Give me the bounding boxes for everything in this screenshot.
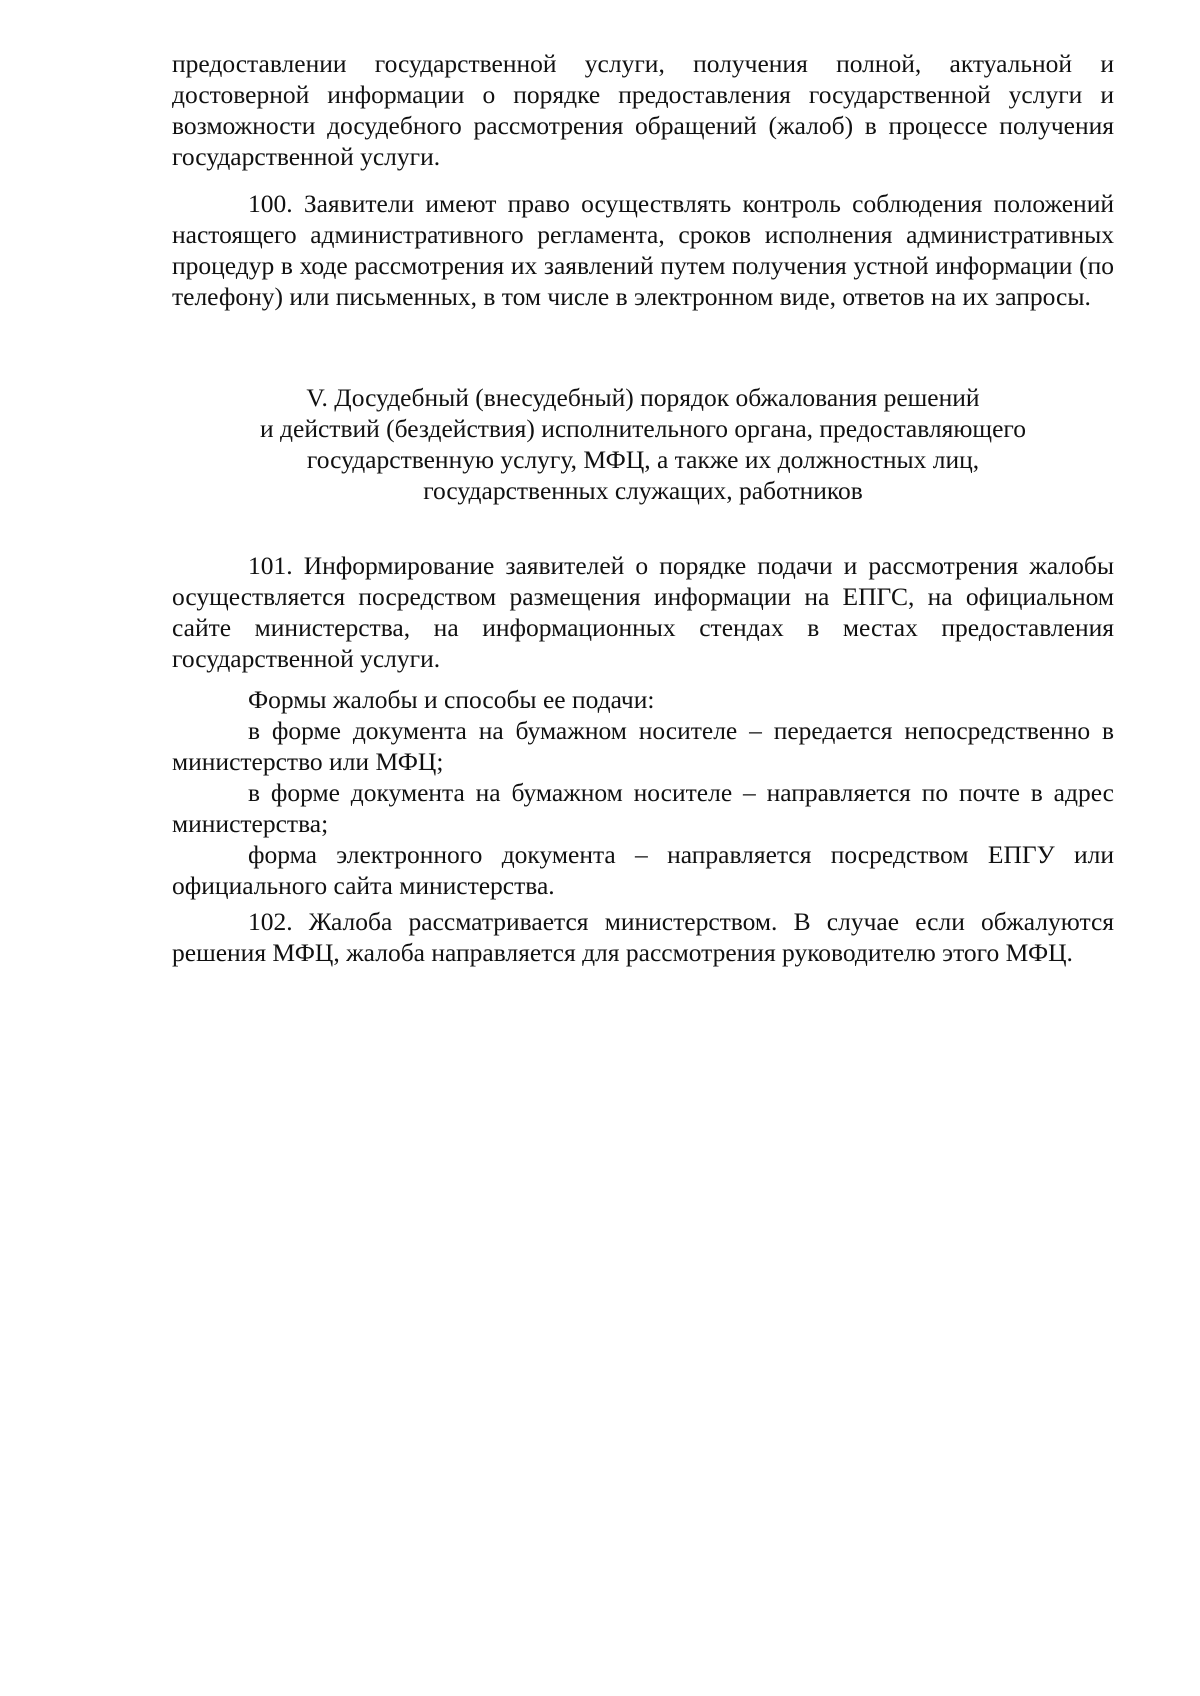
section-heading-line: V. Досудебный (внесудебный) порядок обжалования решений [306, 383, 980, 412]
paragraph-100: 100. Заявители имеют право осуществлять контроль соблюдения положений настоящего административного регламента, сроков исполнения административных процедур в ходе рассмотрения их заявлений путем получения устной информации (по телефону) или письменных, в том числе в электронном виде, ответов на их запросы. [172, 189, 1114, 311]
paragraph-102: 102. Жалоба рассматривается министерством. В случае если обжалуются решения МФЦ, жалоба направляется для рассмотрения руководителю этого МФЦ. [172, 907, 1114, 967]
paragraph-continuation: предоставлении государственной услуги, получения полной, актуальной и достоверной информации о порядке предоставления государственной услуги и возможности досудебного рассмотрения обращений (жалоб) в процессе получения государственной услуги. [172, 49, 1114, 171]
forms-intro: Формы жалобы и способы ее подачи: [248, 685, 655, 714]
complaint-forms-list [172, 684, 1114, 901]
paragraph-101: 101. Информирование заявителей о порядке подачи и рассмотрения жалобы осуществляется посредством размещения информации на ЕПГС, на официальном сайте министерства, на информационных стендах в местах предоставления государственной услуги. [172, 551, 1114, 673]
section-heading [172, 382, 1114, 506]
section-heading-line: и действий (бездействия) исполнительного органа, предоставляющего [260, 414, 1026, 443]
section-heading-line: государственную услугу, МФЦ, а также их должностных лиц, [306, 445, 980, 474]
section-heading-line: государственных служащих, работников [423, 476, 863, 505]
form-item: форма электронного документа – направляется посредством ЕПГУ или официального сайта министерства. [172, 840, 1114, 900]
form-item: в форме документа на бумажном носителе – направляется по почте в адрес министерства; [172, 778, 1114, 838]
form-item: в форме документа на бумажном носителе – передается непосредственно в министерство или МФЦ; [172, 716, 1114, 776]
